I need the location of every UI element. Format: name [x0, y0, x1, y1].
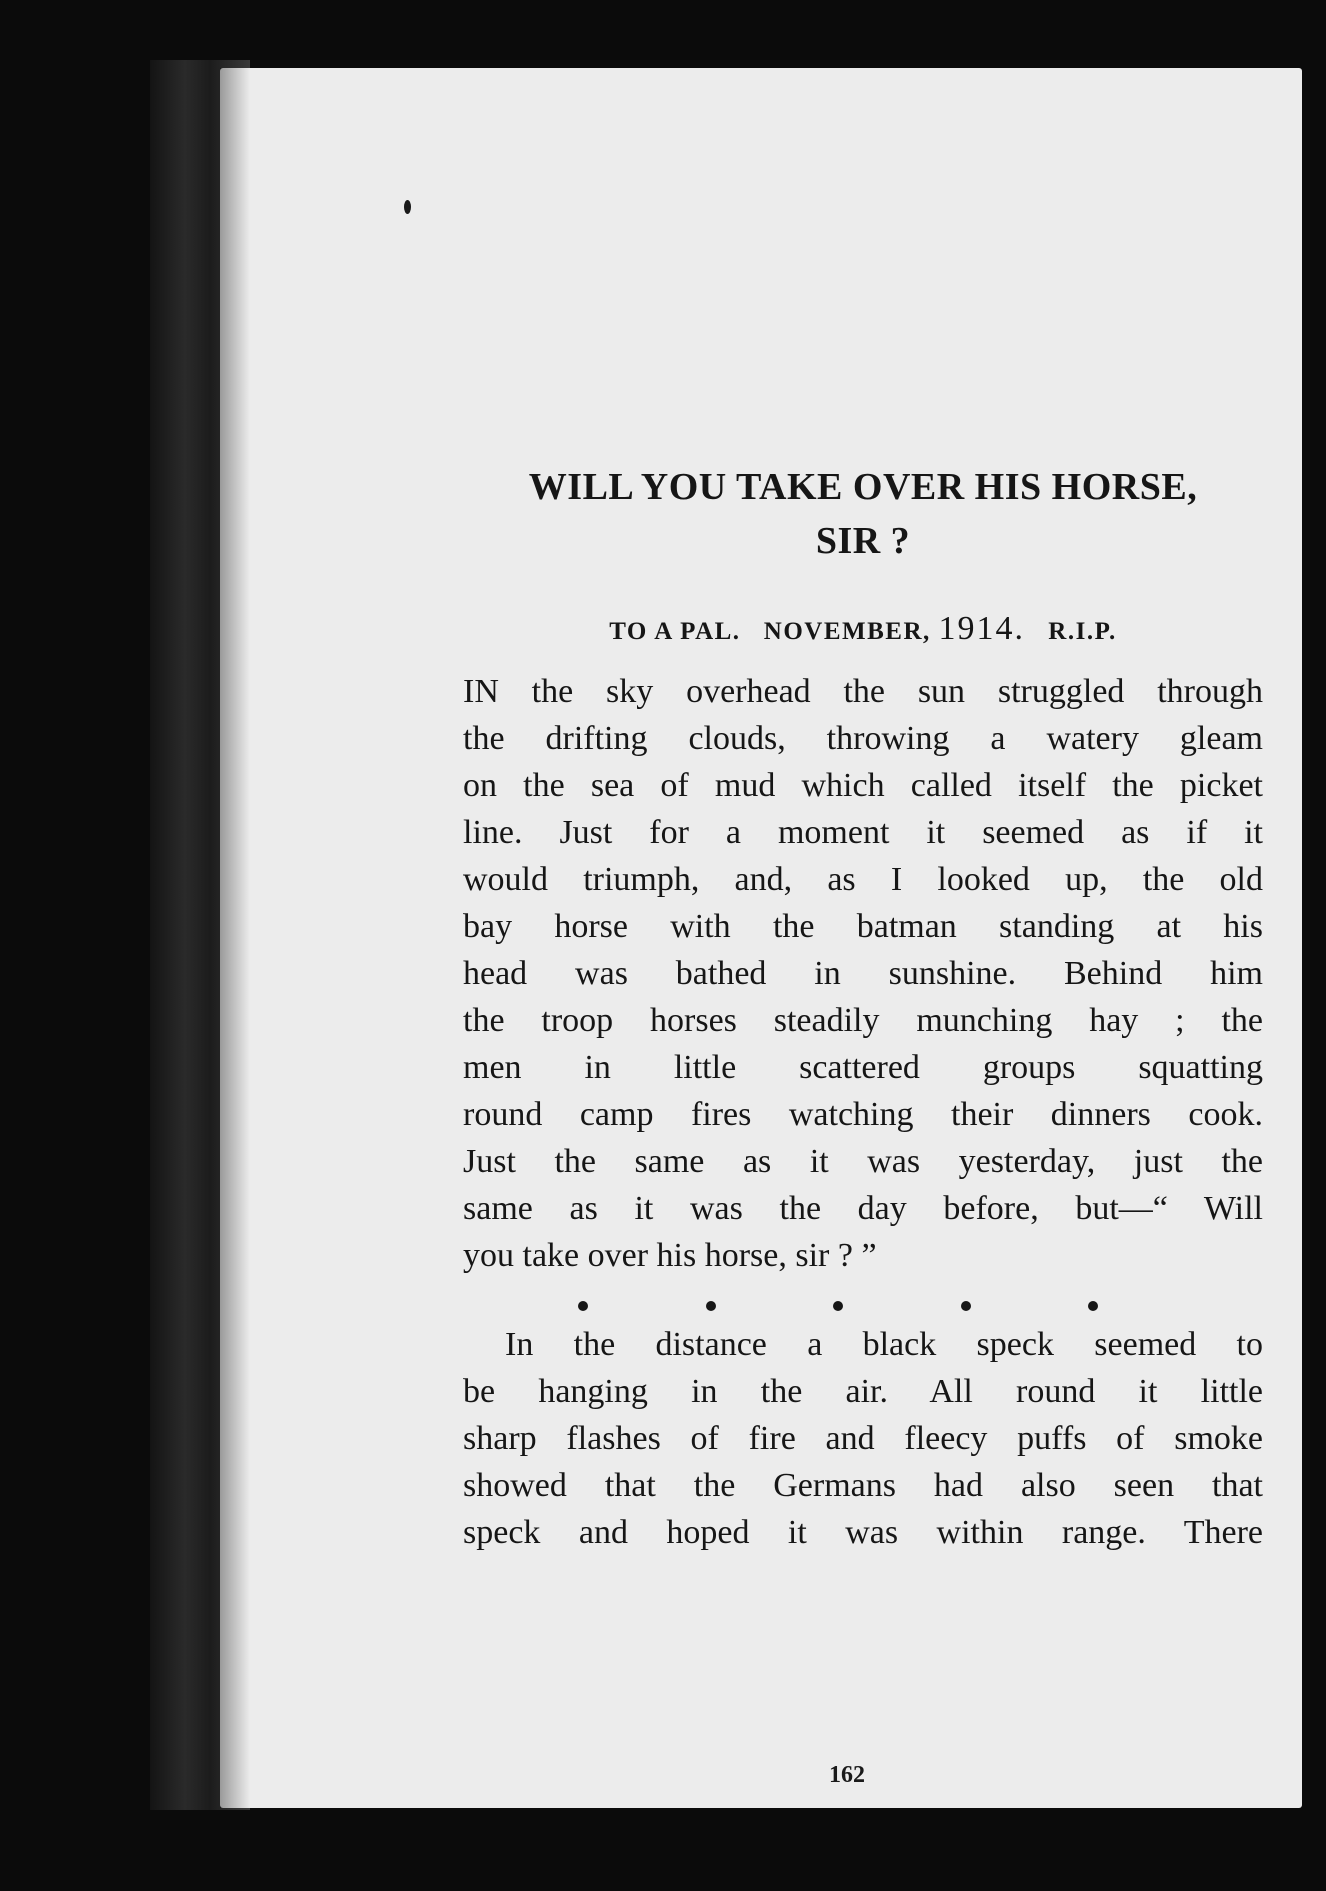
paragraph-2-line: In the distance a black speck seemed to	[505, 1326, 1263, 1363]
paragraph-1-line: Just the same as it was yesterday, just the	[463, 1143, 1263, 1180]
chapter-title-line-1: WILL YOU TAKE OVER HIS HORSE,	[528, 466, 1198, 508]
paragraph-1-line: IN the sky overhead the sun struggled through	[463, 673, 1263, 710]
paragraph-1-line: would triumph, and, as I looked up, the old	[463, 861, 1263, 898]
dedication	[463, 610, 1263, 648]
paragraph-1-line: bay horse with the batman standing at his	[463, 908, 1263, 945]
paragraph-1	[463, 668, 1263, 1279]
separator-dot	[833, 1301, 843, 1311]
separator-dot	[1088, 1301, 1098, 1311]
dedication-rip: R.I.P.	[1048, 618, 1117, 645]
paragraph-1-line: on the sea of mud which called itself the picket	[463, 767, 1263, 804]
paragraph-1-line: line. Just for a moment it seemed as if it	[463, 814, 1263, 851]
dedication-to: TO A PAL.	[609, 618, 741, 645]
section-separator	[578, 1301, 1098, 1311]
paragraph-2-line: speck and hoped it was within range. There	[463, 1514, 1263, 1551]
paragraph-2	[463, 1321, 1263, 1556]
paragraph-2-line: sharp flashes of fire and fleecy puffs of smoke	[463, 1420, 1263, 1457]
gutter-shadow	[220, 68, 250, 1808]
page-number: 162	[829, 1762, 865, 1788]
paragraph-1-line: men in little scattered groups squatting	[463, 1049, 1263, 1086]
paragraph-1-line: you take over his horse, sir ? ”	[463, 1237, 877, 1274]
chapter-title-line-2: SIR ?	[815, 520, 911, 562]
separator-dot	[578, 1301, 588, 1311]
paragraph-1-line: same as it was the day before, but—“ Will	[463, 1190, 1263, 1227]
dedication-month: NOVEMBER,	[763, 618, 931, 645]
paragraph-1-line: round camp fires watching their dinners cook.	[463, 1096, 1263, 1133]
paragraph-1-line: the troop horses steadily munching hay ; the	[463, 1002, 1263, 1039]
separator-dot	[961, 1301, 971, 1311]
chapter-title	[463, 460, 1263, 568]
paragraph-2-line: showed that the Germans had also seen that	[463, 1467, 1263, 1504]
dedication-year: 1914.	[938, 610, 1026, 647]
ink-speck	[404, 200, 411, 214]
paragraph-2-line: be hanging in the air. All round it little	[463, 1373, 1263, 1410]
page-text	[463, 460, 1263, 1556]
paragraph-1-line: head was bathed in sunshine. Behind him	[463, 955, 1263, 992]
separator-dot	[706, 1301, 716, 1311]
paragraph-1-line: the drifting clouds, throwing a watery gleam	[463, 720, 1263, 757]
